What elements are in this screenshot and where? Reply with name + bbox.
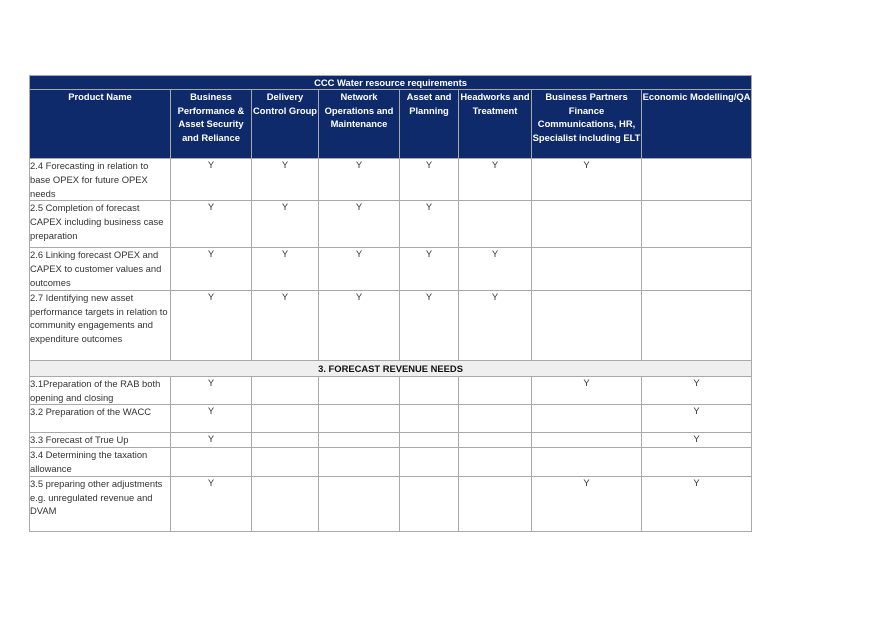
requirement-cell <box>252 448 319 477</box>
product-name-cell: 2.4 Forecasting in relation to base OPEX for future OPEX needs <box>30 159 171 201</box>
product-name-cell: 3.5 preparing other adjustments e.g. unregulated revenue and DVAM <box>30 476 171 531</box>
requirement-cell <box>459 376 532 405</box>
requirement-cell <box>459 433 532 448</box>
requirement-cell <box>532 290 642 360</box>
requirement-cell: Y <box>319 159 400 201</box>
requirement-cell <box>319 405 400 433</box>
requirement-cell <box>532 433 642 448</box>
resource-requirements-table <box>29 75 752 532</box>
requirement-cell: Y <box>319 248 400 290</box>
section-body <box>30 360 752 376</box>
requirement-cell: Y <box>459 248 532 290</box>
requirement-cell: Y <box>400 248 459 290</box>
requirement-cell <box>459 405 532 433</box>
requirement-cell <box>642 248 752 290</box>
requirement-cell <box>319 376 400 405</box>
column-header: Network Operations and Maintenance <box>319 90 400 159</box>
requirement-cell <box>252 376 319 405</box>
requirement-cell: Y <box>252 201 319 248</box>
column-header: Business Partners Finance Communications, HR, Specialist including ELT <box>532 90 642 159</box>
requirement-cell: Y <box>171 201 252 248</box>
requirement-cell <box>252 433 319 448</box>
table-body-part2 <box>30 376 752 531</box>
product-name-cell: 3.4 Determining the taxation allowance <box>30 448 171 477</box>
table-row <box>30 433 752 448</box>
requirement-cell <box>400 448 459 477</box>
table-body-part1 <box>30 159 752 361</box>
requirement-cell <box>459 448 532 477</box>
column-header: Economic Modelling/QA <box>642 90 752 159</box>
section-title: 3. FORECAST REVENUE NEEDS <box>30 360 752 376</box>
requirement-cell: Y <box>532 376 642 405</box>
requirement-cell: Y <box>171 290 252 360</box>
requirement-cell <box>532 405 642 433</box>
requirement-cell: Y <box>532 476 642 531</box>
section-row <box>30 360 752 376</box>
table-row <box>30 290 752 360</box>
table-row <box>30 476 752 531</box>
table-row <box>30 405 752 433</box>
requirement-cell <box>532 448 642 477</box>
requirement-cell <box>459 201 532 248</box>
requirement-cell <box>319 476 400 531</box>
product-name-cell: 3.3 Forecast of True Up <box>30 433 171 448</box>
requirement-cell <box>400 476 459 531</box>
requirement-cell: Y <box>171 248 252 290</box>
requirement-cell <box>319 448 400 477</box>
requirement-cell <box>459 476 532 531</box>
table-row <box>30 248 752 290</box>
requirement-cell <box>532 201 642 248</box>
table-row <box>30 159 752 201</box>
column-header: Product Name <box>30 90 171 159</box>
table-title: CCC Water resource requirements <box>30 76 752 90</box>
requirement-cell <box>252 476 319 531</box>
requirement-cell <box>642 290 752 360</box>
requirement-cell: Y <box>642 433 752 448</box>
requirement-cell: Y <box>171 476 252 531</box>
requirement-cell: Y <box>171 405 252 433</box>
requirement-cell: Y <box>642 405 752 433</box>
requirement-cell: Y <box>642 376 752 405</box>
requirement-cell: Y <box>459 290 532 360</box>
requirement-cell <box>642 201 752 248</box>
requirement-cell: Y <box>319 290 400 360</box>
table-row <box>30 376 752 405</box>
product-name-cell: 3.2 Preparation of the WACC <box>30 405 171 433</box>
table-row <box>30 448 752 477</box>
column-header: Business Performance & Asset Security and Reliance <box>171 90 252 159</box>
requirement-cell: Y <box>400 201 459 248</box>
requirement-cell <box>532 248 642 290</box>
requirement-cell <box>400 405 459 433</box>
requirement-cell: Y <box>400 290 459 360</box>
requirement-cell: Y <box>171 159 252 201</box>
product-name-cell: 2.7 Identifying new asset performance targets in relation to community engagements and expenditure outcomes <box>30 290 171 360</box>
requirement-cell <box>642 448 752 477</box>
requirement-cell <box>642 159 752 201</box>
requirement-cell: Y <box>171 433 252 448</box>
requirement-cell <box>400 376 459 405</box>
requirement-cell: Y <box>400 159 459 201</box>
requirement-cell <box>171 448 252 477</box>
product-name-cell: 2.6 Linking forecast OPEX and CAPEX to customer values and outcomes <box>30 248 171 290</box>
column-header: Delivery Control Group <box>252 90 319 159</box>
requirement-cell: Y <box>252 159 319 201</box>
requirement-cell: Y <box>252 290 319 360</box>
requirement-cell: Y <box>642 476 752 531</box>
requirement-cell: Y <box>459 159 532 201</box>
requirement-cell: Y <box>252 248 319 290</box>
column-header: Headworks and Treatment <box>459 90 532 159</box>
requirement-cell: Y <box>319 201 400 248</box>
requirement-cell <box>400 433 459 448</box>
requirement-cell: Y <box>171 376 252 405</box>
column-header: Asset and Planning <box>400 90 459 159</box>
requirement-cell <box>319 433 400 448</box>
requirement-cell: Y <box>532 159 642 201</box>
product-name-cell: 3.1Preparation of the RAB both opening and closing <box>30 376 171 405</box>
requirement-cell <box>252 405 319 433</box>
table-row <box>30 201 752 248</box>
product-name-cell: 2.5 Completion of forecast CAPEX including business case preparation <box>30 201 171 248</box>
